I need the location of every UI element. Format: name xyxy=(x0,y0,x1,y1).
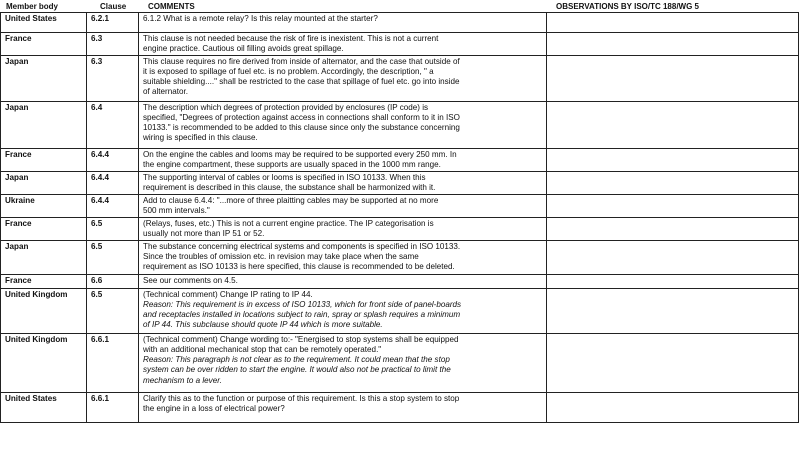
observation-cell[interactable] xyxy=(547,13,799,33)
comment-line: The description which degrees of protection provided by enclosures (IP code) is xyxy=(143,102,429,112)
comment-line: On the engine the cables and looms may be required to be supported every 250 mm. In xyxy=(143,149,457,159)
comment-line: it is exposed to spillage of fuel etc. is no problem. Accordingly, the description, " a xyxy=(143,66,434,76)
comment-line: This clause requires no fire derived from inside of alternator, and the case that outside of xyxy=(143,56,460,66)
member-body-cell: Japan xyxy=(1,101,87,148)
table-row xyxy=(1,240,799,274)
reason-text: This requirement is in excess of ISO 10133, which for front side of panel-boards xyxy=(173,299,462,309)
comment-line: 500 mm intervals." xyxy=(143,205,210,215)
observation-cell[interactable] xyxy=(547,333,799,392)
observation-cell[interactable] xyxy=(547,148,799,171)
observation-cell[interactable] xyxy=(547,392,799,422)
comment-line: requirement as ISO 10133 is here specified, this clause is recommended to be deleted. xyxy=(143,262,455,272)
observations-header: OBSERVATIONS BY ISO/TC 188/WG 5 xyxy=(556,2,699,11)
observation-cell[interactable] xyxy=(547,240,799,274)
comment-line: (Relays, fuses, etc.) This is not a current engine practice. The IP categorisation is xyxy=(143,218,434,228)
comment-line: requirement is described in this clause, the substance shall be harmonized with it. xyxy=(143,182,436,192)
comment-line: (Technical comment) Change IP rating to IP 44. xyxy=(143,289,313,299)
member-body-cell: Japan xyxy=(1,240,87,274)
comment-line: usually not more than IP 51 or 52. xyxy=(143,228,265,238)
comment-line: The supporting interval of cables or looms is specified in ISO 10133. When this xyxy=(143,172,426,182)
comment-cell xyxy=(139,194,547,217)
comment-cell xyxy=(139,13,547,33)
reason-text: system can be over ridden to start the engine. It would also not be practical to limit the xyxy=(143,365,451,375)
member-body-cell: France xyxy=(1,33,87,56)
reason-label: Reason: xyxy=(143,299,174,309)
comment-cell xyxy=(139,333,547,392)
table-row xyxy=(1,333,799,392)
reason-label: Reason: xyxy=(143,355,174,365)
member-body-cell: United Kingdom xyxy=(1,333,87,392)
clause-cell: 6.6.1 xyxy=(87,333,139,392)
member-body-cell: Japan xyxy=(1,171,87,194)
observation-cell[interactable] xyxy=(547,55,799,101)
clause-cell: 6.4.4 xyxy=(87,148,139,171)
comment-cell xyxy=(139,55,547,101)
comments-header: COMMENTS xyxy=(148,2,195,11)
comment-line: wiring is specified in this clause. xyxy=(143,133,258,143)
member-body-cell: United States xyxy=(1,392,87,422)
reason-text: and receptacles installed in locations subject to rain, spray or splash requires a minimum xyxy=(143,310,461,320)
comment-line: (Technical comment) Change wording to:- "Energised to stop systems shall be equipped xyxy=(143,334,459,344)
observation-cell[interactable] xyxy=(547,101,799,148)
clause-header: Clause xyxy=(100,2,127,11)
observation-cell[interactable] xyxy=(547,171,799,194)
comment-cell xyxy=(139,274,547,288)
reason-text: of IP 44. This subclause should quote IP 44 which is more suitable. xyxy=(143,320,383,330)
table-body xyxy=(1,13,799,423)
reason-text: mechanism to a lever. xyxy=(143,375,222,385)
table-header xyxy=(0,0,800,12)
comment-line: suitable shielding...." shall be restricted to the case that spillage of fuel etc. go into inside xyxy=(143,77,460,87)
comment-cell xyxy=(139,148,547,171)
member-body-cell: France xyxy=(1,217,87,240)
clause-cell: 6.3 xyxy=(87,33,139,56)
table-row xyxy=(1,392,799,422)
clause-cell: 6.6 xyxy=(87,274,139,288)
comment-cell xyxy=(139,392,547,422)
comment-line: This clause is not needed because the risk of fire is inexistent. This is not a current xyxy=(143,34,439,43)
reason-line xyxy=(143,365,542,375)
table-row xyxy=(1,171,799,194)
comment-line: Add to clause 6.4.4: "...more of three plaitting cables may be supported at no more xyxy=(143,195,439,205)
comment-line: The substance concerning electrical systems and components is specified in ISO 10133. xyxy=(143,241,461,251)
member-body-cell: Ukraine xyxy=(1,194,87,217)
comment-line: Since the troubles of omission etc. in revision may take place when the same xyxy=(143,251,419,261)
reason-line xyxy=(143,320,542,330)
clause-cell: 6.5 xyxy=(87,288,139,333)
comment-cell xyxy=(139,33,547,56)
comment-line: specified, "Degrees of protection against access in connections shall conform to it in ISO xyxy=(143,112,460,122)
clause-cell: 6.5 xyxy=(87,240,139,274)
clause-cell: 6.4.4 xyxy=(87,171,139,194)
comment-line: See our comments on 4.5. xyxy=(143,275,238,285)
comment-line: the engine in a loss of electrical power? xyxy=(143,403,285,413)
member-body-cell: France xyxy=(1,148,87,171)
clause-cell: 6.4.4 xyxy=(87,194,139,217)
member-body-cell: France xyxy=(1,274,87,288)
clause-cell: 6.3 xyxy=(87,55,139,101)
reason-line xyxy=(143,376,542,386)
clause-cell: 6.6.1 xyxy=(87,392,139,422)
comment-line: the engine compartment, these supports are usually spaced in the 1000 mm range. xyxy=(143,159,441,169)
comment-cell xyxy=(139,288,547,333)
member-body-cell: United Kingdom xyxy=(1,288,87,333)
table-row xyxy=(1,288,799,333)
table-row xyxy=(1,194,799,217)
comment-line: Clarify this as to the function or purpose of this requirement. Is this a stop system to stop xyxy=(143,393,460,403)
comment-line: 6.1.2 What is a remote relay? Is this relay mounted at the starter? xyxy=(143,14,378,23)
comment-line: 10133." is recommended to be added to this clause since only the substance concerning xyxy=(143,123,460,133)
observation-cell[interactable] xyxy=(547,288,799,333)
table-row xyxy=(1,148,799,171)
member-body-cell: Japan xyxy=(1,55,87,101)
table-row xyxy=(1,55,799,101)
observation-cell[interactable] xyxy=(547,274,799,288)
table-row xyxy=(1,274,799,288)
comments-table xyxy=(0,12,799,423)
observation-cell[interactable] xyxy=(547,194,799,217)
clause-cell: 6.4 xyxy=(87,101,139,148)
table-row xyxy=(1,33,799,56)
table-row xyxy=(1,101,799,148)
member-body-header: Member body xyxy=(6,2,59,11)
comment-cell xyxy=(139,171,547,194)
table-row xyxy=(1,217,799,240)
comment-line: of alternator. xyxy=(143,87,188,97)
comment-line: with an additional mechanical stop that can be remotely operated." xyxy=(143,344,382,354)
reason-text: This paragraph is not clear as to the requirement. It could mean that the stop xyxy=(173,355,450,365)
clause-cell: 6.2.1 xyxy=(87,13,139,33)
comment-cell xyxy=(139,101,547,148)
reason-line xyxy=(143,300,542,310)
comment-cell xyxy=(139,240,547,274)
member-body-cell: United States xyxy=(1,13,87,33)
reason-line xyxy=(143,355,542,365)
comment-line: engine practice. Cautious oil filling avoids great spillage. xyxy=(143,44,344,54)
observation-cell[interactable] xyxy=(547,33,799,56)
table-row xyxy=(1,13,799,33)
reason-line xyxy=(143,310,542,320)
observation-cell[interactable] xyxy=(547,217,799,240)
clause-cell: 6.5 xyxy=(87,217,139,240)
comment-cell xyxy=(139,217,547,240)
